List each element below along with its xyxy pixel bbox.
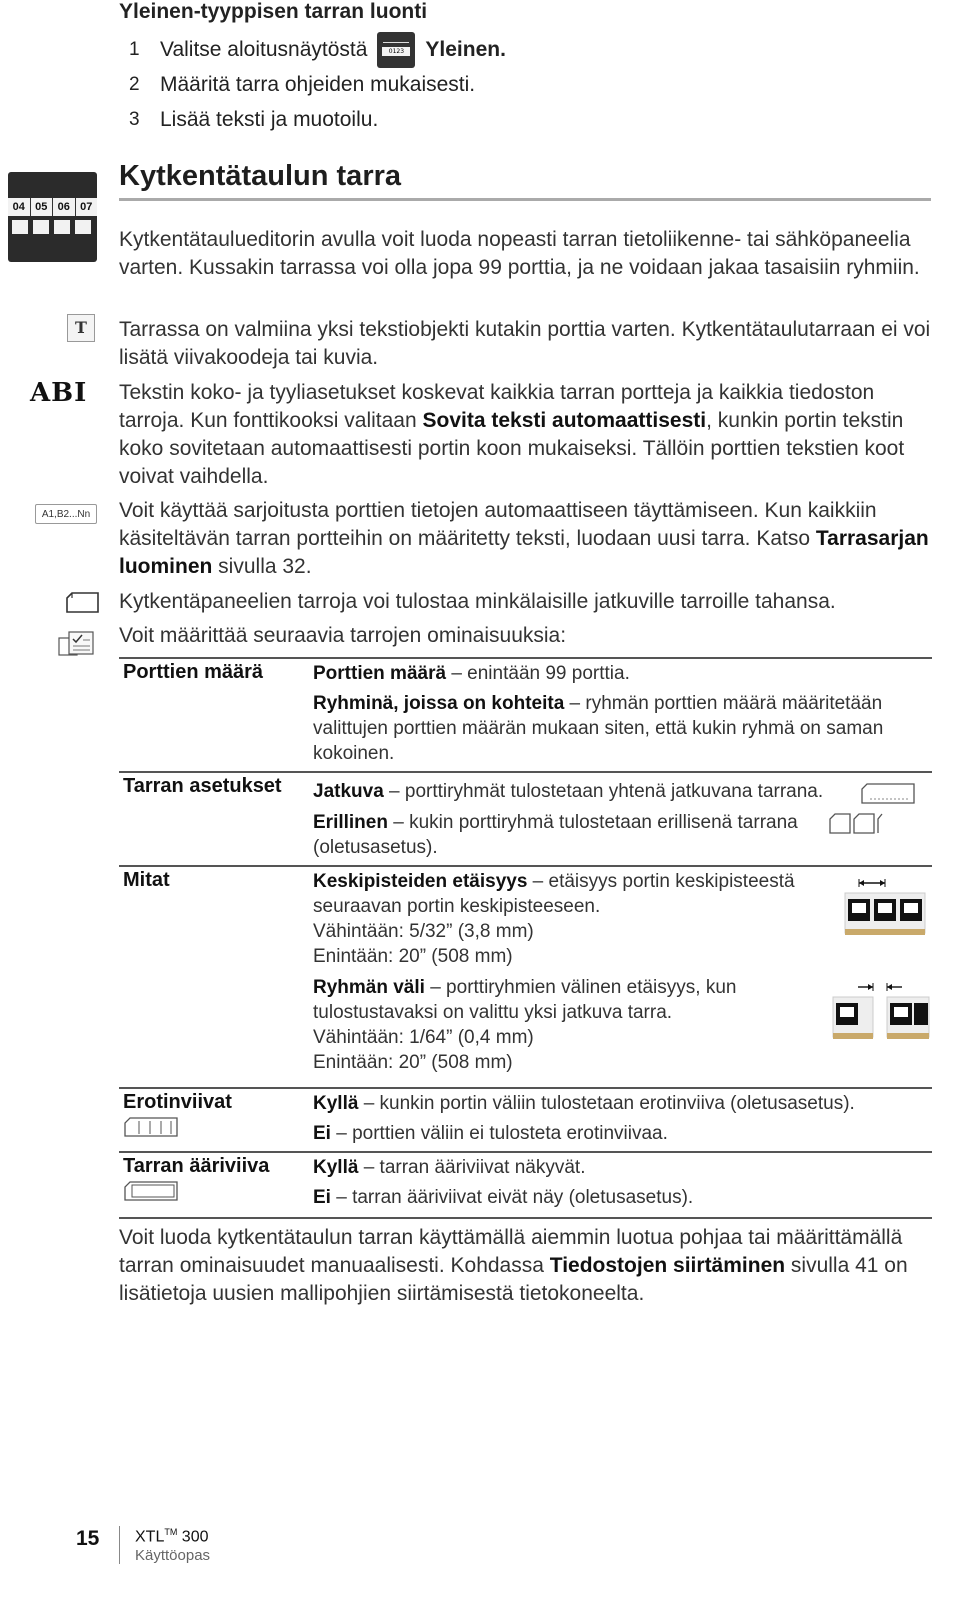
row-item: Ryhminä, joissa on kohteita – ryhmän porttien määrä määritetään valittujen porttien määrän mukaan siten, että kukin ryhmä on saman kokoinen. [313, 693, 884, 764]
step-item [119, 32, 506, 67]
separate-print-icon [828, 811, 884, 835]
row-item: Keskipisteiden etäisyys – etäisyys portin keskipisteestä seuraavan portin keskipisteeseen. Vähintään: 5/32” (3,8 mm) Enintään: 20” (508 mm) [313, 871, 795, 967]
font-style-icon: ABI [30, 378, 88, 408]
step-number: 3 [129, 109, 140, 130]
serial-note: Voit käyttää sarjoitusta porttien tietojen automaattiseen täyttämiseen. Kun kaikkiin käsiteltävän tarran portteihin on määritetty teksti, luodaan uusi tarra. Katso Tarrasarjan luominen sivulla 32. [119, 499, 929, 578]
divider-lines-icon [123, 1116, 179, 1138]
page-number: 15 [76, 1527, 100, 1550]
table-row [119, 865, 932, 1089]
row-item: Kyllä – kunkin portin väliin tulostetaan erotinviiva (oletusasetus). [313, 1093, 855, 1114]
properties-icon [57, 628, 99, 658]
title-divider [119, 198, 931, 201]
row-item: Kyllä – tarran ääriviivat näkyvät. [313, 1157, 586, 1178]
text-object-icon: T [67, 314, 95, 342]
row-item: Porttien määrä – enintään 99 porttia. [313, 663, 630, 684]
row-label: Porttien määrä [123, 661, 264, 683]
center-distance-icon [844, 877, 926, 937]
table-row [119, 657, 932, 773]
step-text: Valitse aloitusnäytöstä [160, 38, 368, 61]
row-item: Ei – tarran ääriviivat eivät näy (oletusasetus). [313, 1187, 694, 1208]
step-item [119, 67, 506, 102]
row-item: Ei – porttien väliin ei tulosteta erotinviivaa. [313, 1123, 668, 1144]
font-note: Tekstin koko- ja tyyliasetukset koskevat kaikkia tarran portteja ja kaikkia tiedoston tarroja. Kun fonttikooksi valitaan Sovita teksti automaattisesti, kunkin portin tekstin koko sovitetaan automaattisesti portin koon mukaiseksi. Tällöin porttien tekstien koot voivat vaihdella. [119, 381, 905, 488]
print-note: Kytkentäpaneelien tarroja voi tulostaa minkälaisille jatkuville tarroille tahansa. [119, 590, 836, 613]
table-row [119, 771, 932, 867]
serialize-icon: A1,B2...Nn [35, 504, 97, 524]
product-name: XTL™ 300 [135, 1527, 209, 1546]
row-label: Erotinviivat [123, 1091, 232, 1113]
text-note: Tarrassa on valmiina yksi tekstiobjekti kutakin porttia varten. Kytkentätaulutarraan ei voi lisätä viivakoodeja tai kuvia. [119, 318, 931, 369]
row-item: Erillinen – kukin porttiryhmä tulostetaan erillisenä tarrana (oletusasetus). [313, 812, 798, 858]
general-label-icon: 0123 [377, 32, 415, 68]
step-item [119, 102, 506, 137]
patch-panel-icon: 04 05 06 07 [8, 172, 97, 262]
step-number: 1 [129, 39, 140, 60]
steps-list [119, 32, 506, 137]
continuous-label-icon [64, 590, 100, 614]
step-bold: Yleinen. [425, 38, 506, 61]
row-item: Jatkuva – porttiryhmät tulostetaan yhtenä jatkuvana tarrana. [313, 781, 824, 802]
guide-name: Käyttöopas [135, 1547, 211, 1564]
group-gap-icon [832, 981, 930, 1043]
section-title: Yleinen-tyyppisen tarran luonti [119, 0, 428, 23]
row-label: Mitat [123, 869, 170, 891]
props-note: Voit määrittää seuraavia tarrojen ominaisuuksia: [119, 624, 567, 647]
patch-title: Kytkentätaulun tarra [119, 160, 402, 192]
outro-paragraph: Voit luoda kytkentätaulun tarran käyttämällä aiemmin luotua pohjaa tai määrittämällä tarran ominaisuudet manuaalisesti. Kohdassa Tiedostojen siirtäminen sivulla 41 on lisätietoja uusien mallipohjien siirtämisestä tietokoneelta. [119, 1226, 908, 1305]
row-item: Ryhmän väli – porttiryhmien välinen etäisyys, kun tulostustavaksi on valittu yksi jatkuva tarra. Vähintään: 1/64” (0,4 mm) Enintään: 20” (508 mm) [313, 977, 737, 1073]
footer-divider [119, 1526, 120, 1564]
row-label: Tarran ääriviiva [123, 1155, 270, 1177]
step-text: Määritä tarra ohjeiden mukaisesti. [160, 73, 476, 96]
intro-paragraph: Kytkentätaulueditorin avulla voit luoda nopeasti tarran tietoliikenne- tai sähköpaneelia varten. Kussakin tarrassa voi olla jopa 99 porttia, ja ne voidaan jakaa tasaisiin ryhmiin. [119, 228, 920, 279]
step-number: 2 [129, 74, 140, 95]
continuous-print-icon [860, 781, 916, 805]
step-text: Lisää teksti ja muotoilu. [160, 108, 379, 131]
table-row [119, 1151, 932, 1219]
table-row [119, 1087, 932, 1153]
row-label: Tarran asetukset [123, 775, 282, 797]
label-outline-icon [123, 1180, 179, 1202]
